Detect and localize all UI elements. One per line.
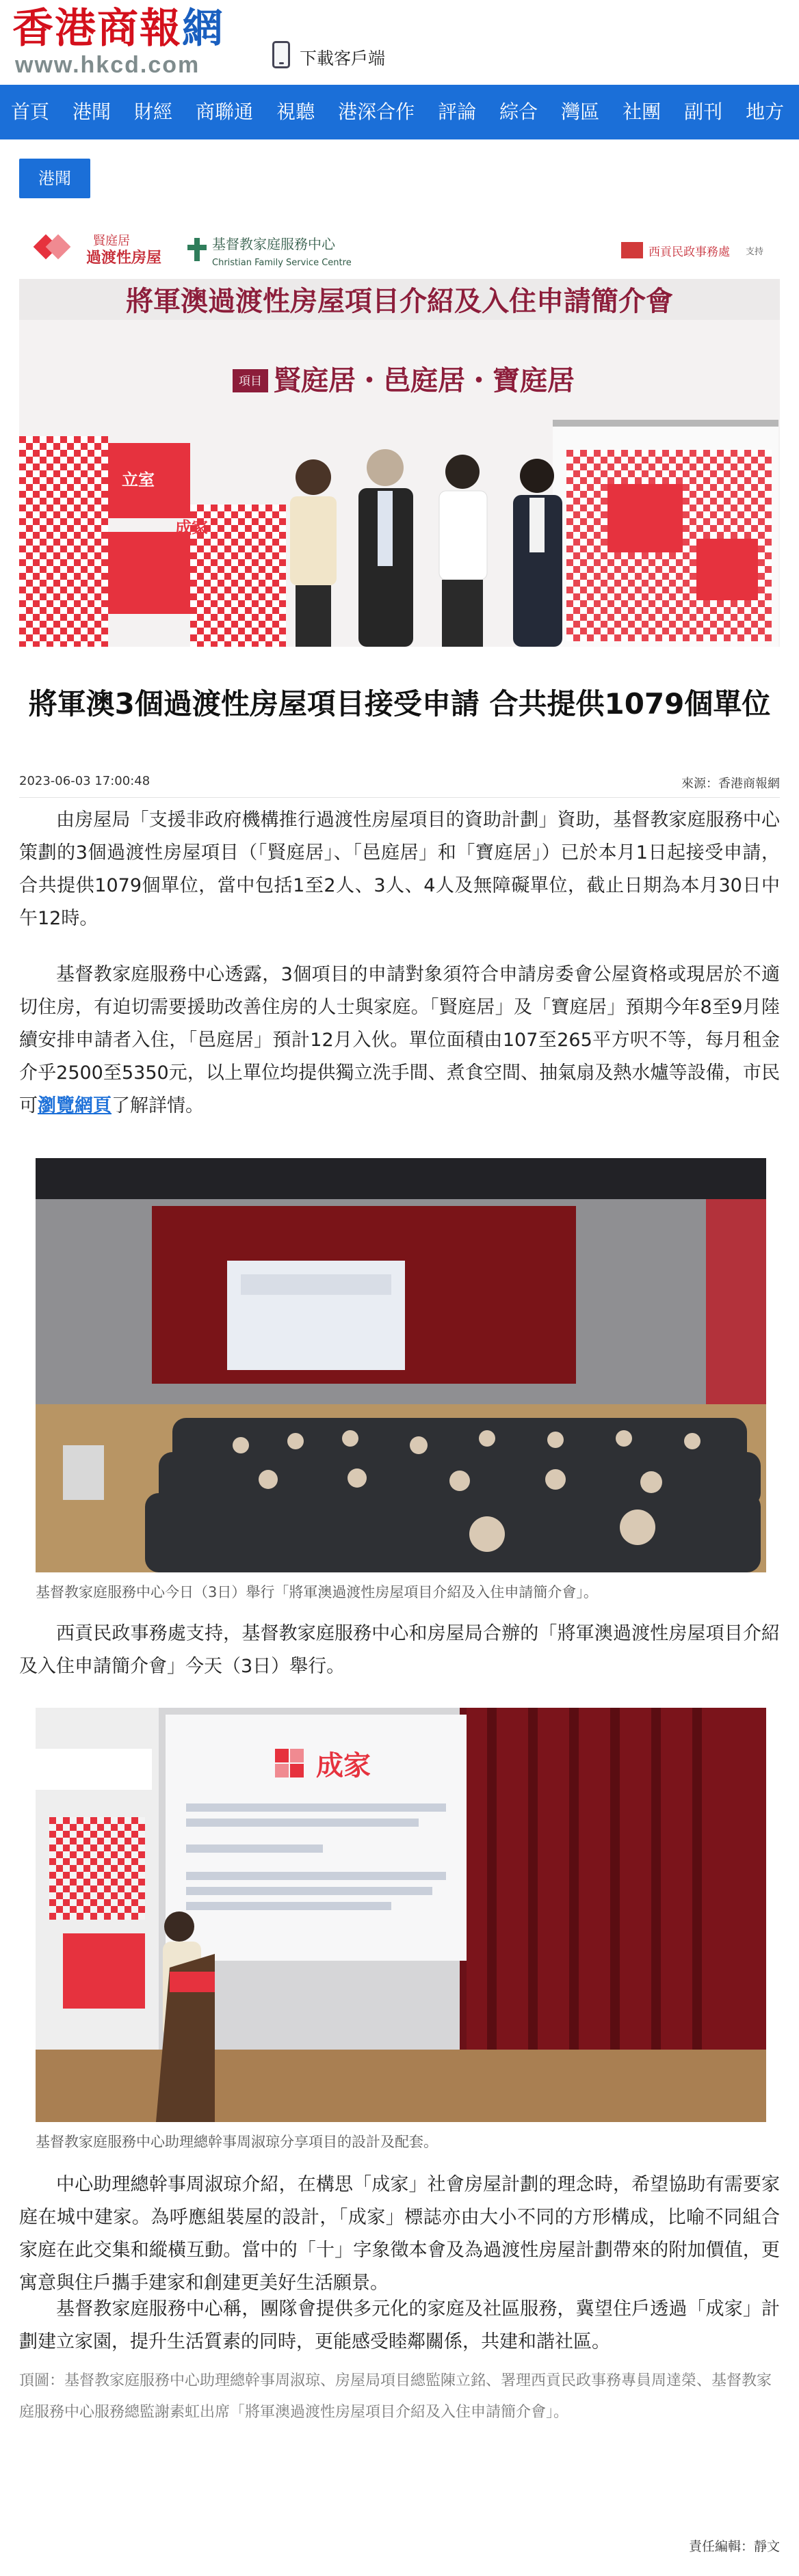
article-source: 來源：香港商報網 [681,777,780,791]
logo-title [12,3,259,55]
speaker-graphic [36,1708,766,2122]
nav-item-business[interactable]: 商聯通 [196,100,254,123]
nav-item-finance[interactable]: 財經 [134,100,173,123]
banner-title: 將軍澳過渡性房屋項目介紹及入住申請簡介會 [126,286,673,317]
nav-item-opinion[interactable]: 評論 [438,100,477,123]
nav-item-bay-area[interactable]: 灣區 [561,100,600,123]
nav-item-general[interactable]: 綜合 [499,100,538,123]
nav-list [0,85,799,139]
banner-org3: 西貢民政事務處 [649,245,730,259]
banner-tag: 項目 [239,375,262,388]
nav-item-home[interactable]: 首頁 [11,100,50,123]
paragraph-2-tail: 了解詳情。 [112,1095,204,1116]
banner-sign2: 成家 [175,518,208,537]
category-badge[interactable]: 港聞 [19,159,90,198]
photo-credit: 頂圖：基督教家庭服務中心助理總幹事周淑琼、房屋局項目總監陳立銘、署理西貢民政事務專員周達榮、基督教家庭服務中心服務總監謝素虹出席「將軍澳過渡性房屋項目介紹及入住申請簡介會」。 [19,2372,772,2421]
nav-item-video[interactable]: 視聽 [276,100,315,123]
article-paragraph-2 [19,958,780,1123]
photo-caption-1: 基督教家庭服務中心今日（3日）舉行「將軍澳過渡性房屋項目介紹及入住申請簡介會」。 [36,1584,598,1600]
banner-subtitle: 賢庭居・邑庭居・寶庭居 [274,365,575,397]
article-paragraph-3: 西貢民政事務處支持，基督教家庭服務中心和房屋局合辦的「將軍澳過渡性房屋項目介紹及入住申請簡介會」今天（3日）舉行。 [19,1623,780,1677]
nav-item-hk-sz[interactable]: 港深合作 [338,100,415,123]
banner-sign1: 立室 [122,470,155,489]
auditorium-graphic [36,1158,766,1572]
article-paragraph-4: 中心助理總幹事周淑琼介紹，在構思「成家」社會房屋計劃的理念時，希望協助有需要家庭在城中建家。為呼應組裝屋的設計，「成家」標誌亦由大小不同的方形構成，比喻不同組合家庭在此交集和縱橫互動。當中的「十」字象徵本會及為過渡性房屋計劃帶來的附加價值，更寓意與住戶攜手建家和創建更美好生活願景。 [19,2174,780,2294]
site-header [0,0,799,85]
article-paragraph-1: 由房屋局「支援非政府機構推行過渡性房屋項目的資助計劃」資助，基督教家庭服務中心策劃的3個過渡性房屋項目（「賢庭居」、「邑庭居」和「寶庭居」）已於本月1日起接受申請，合共提供1079個單位，當中包括1至2人、3人、4人及無障礙單位，截止日期為本月30日中午12時。 [19,809,780,929]
nav-item-community[interactable]: 社團 [623,100,662,123]
top-photo [19,217,780,647]
top-photo-graphic [19,217,780,647]
logo-url: www.hkcd.com [15,52,200,78]
logo-main-text: 香港商報 [12,5,182,53]
slide-title: 成家 [316,1750,371,1782]
article-paragraph-5: 基督教家庭服務中心稱，團隊會提供多元化的家庭及社區服務，冀望住戶透過「成家」計劃建立家園，提升生活質素的同時，更能感受睦鄰關係，共建和諧社區。 [19,2298,780,2352]
download-label: 下載客戶端 [300,49,386,68]
site-logo[interactable] [12,3,259,79]
photo-caption-2: 基督教家庭服務中心助理總幹事周淑琼分享項目的設計及配套。 [36,2134,438,2150]
nav-item-local[interactable]: 地方 [746,100,785,123]
main-nav [0,85,799,139]
paragraph-2-text: 基督教家庭服務中心透露，3個項目的申請對象須符合申請房委會公屋資格或現居於不適切住房，有迫切需要援助改善住房的人士與家庭。「賢庭居」及「寶庭居」預期今年8至9月陸續安排申請者入住，「邑庭居」預計12月入伙。單位面積由107至265平方呎不等，每月租金介乎2500至5350元，以上單位均提供獨立洗手間、煮食空間、抽氣扇及熱水爐等設備，市民可 [19,964,780,1116]
article-timestamp: 2023-06-03 17:00:48 [19,774,150,788]
article-headline: 將軍澳3個過渡性房屋項目接受申請 合共提供1079個單位 [28,687,771,721]
banner-org1-line1: 賢庭居 [93,234,130,248]
phone-icon [272,41,290,68]
speaker-photo [36,1708,766,2122]
logo-net-text: 網 [182,5,224,53]
nav-item-hk-news[interactable]: 港聞 [73,100,112,123]
auditorium-photo [36,1158,766,1572]
banner-org3-suffix: 支持 [746,247,764,257]
browse-website-link[interactable]: 瀏覽網頁 [38,1095,112,1116]
banner-org2-cn: 基督教家庭服務中心 [212,236,335,252]
editor-credit: 責任編輯：靜文 [688,2539,780,2554]
banner-org2-en: Christian Family Service Centre [212,258,352,268]
nav-item-supplement[interactable]: 副刊 [684,100,723,123]
meta-divider [19,797,780,798]
banner-org1-line2: 過渡性房屋 [86,250,162,267]
